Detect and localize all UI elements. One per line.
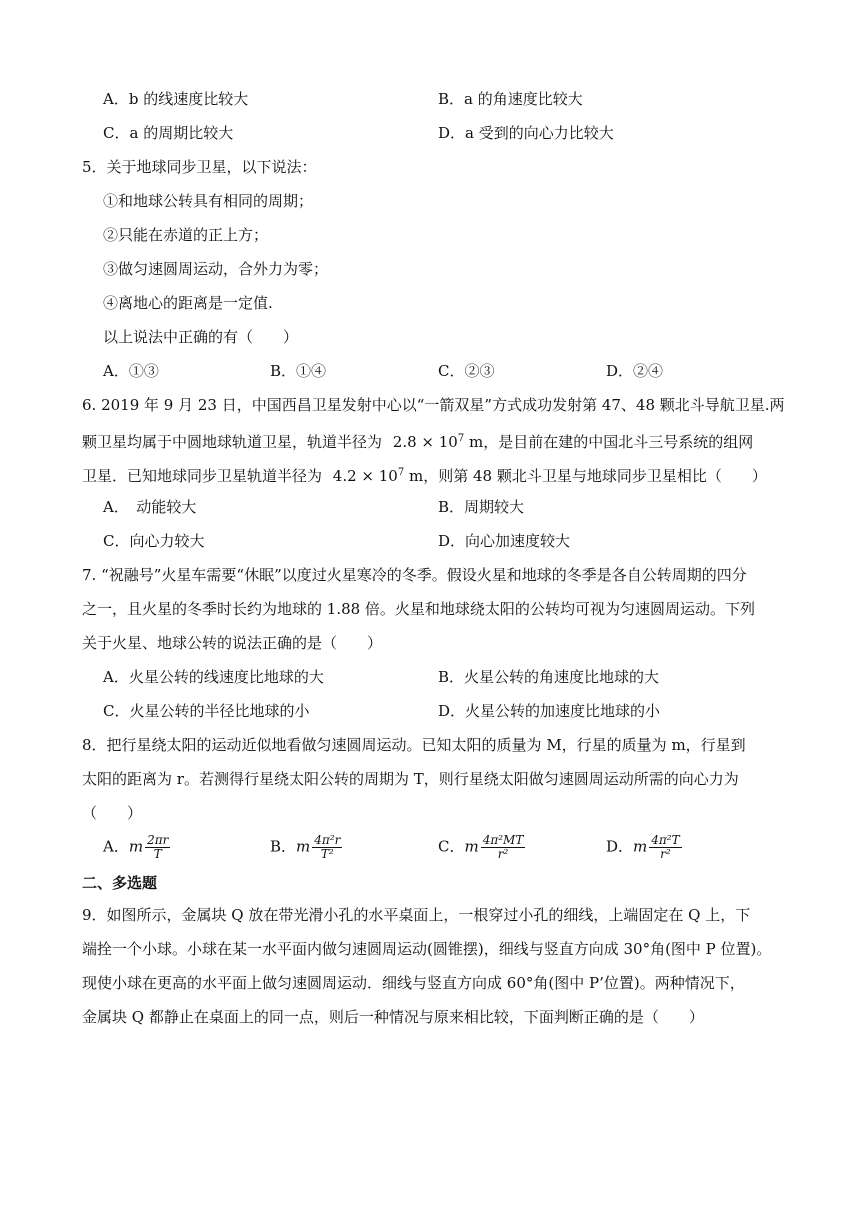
q7-line-1: 7. “祝融号”火星车需要“休眠”以度过火星寒冷的冬季。假设火星和地球的冬季是各自公转周期的四分 — [82, 566, 747, 584]
q9-line-4: 金属块 Q 都静止在桌面上的同一点，则后一种情况与原来相比较，下面判断正确的是（ ） — [82, 1008, 704, 1026]
q6-line-3-text-c: m，则第 48 颗北斗卫星与地球同步卫星相比（ ） — [409, 467, 767, 485]
q9-line-2: 端拴一个小球。小球在某一水平面内做匀速圆周运动(圆锥摆)，细线与竖直方向成 30°角(图中 P 位置)。 — [82, 940, 772, 958]
q5-ask: 以上说法中正确的有（ ） — [103, 328, 299, 346]
q9-line-3: 现使小球在更高的水平面上做匀速圆周运动．细线与竖直方向成 60°角(图中 P’位置)。两种情况下， — [82, 974, 745, 992]
q8-option-d: D．m $\frac{\text{4π²T}}{\text{r²}}$ — [606, 833, 680, 861]
q8-line-2: 太阳的距离为 r。若测得行星绕太阳公转的周期为 T，则行星绕太阳做匀速圆周运动所需的向心力为 — [82, 770, 739, 788]
q6-option-d: D．向心加速度较大 — [438, 532, 571, 550]
q6-radius-1: $2.8 \times 10^7$ — [392, 433, 465, 451]
q8-line-1: 8．把行星绕太阳的运动近似地看做匀速圆周运动。已知太阳的质量为 M，行星的质量为 m，行星到 — [82, 736, 746, 754]
q6-line-3 — [82, 463, 767, 486]
q8-line-3: （ ） — [82, 804, 143, 822]
q8-option-b-fraction: $\frac{\text{4π²r}}{\text{T²}}$ — [314, 833, 341, 861]
q7-option-d: D．火星公转的加速度比地球的小 — [438, 702, 661, 720]
q6-line-2 — [82, 429, 753, 452]
q5-option-d: D．②④ — [606, 362, 664, 380]
q4-option-b: B．a 的角速度比较大 — [438, 90, 583, 108]
q8-option-b: B．m $\frac{\text{4π²r}}{\text{T²}}$ — [270, 833, 341, 861]
q5-option-c: C．②③ — [438, 362, 495, 380]
q4-option-d: D．a 受到的向心力比较大 — [438, 124, 614, 142]
q6-line-3-text-a: 卫星．已知地球同步卫星轨道半径为 — [82, 467, 323, 485]
q7-option-c: C．火星公转的半径比地球的小 — [103, 702, 310, 720]
q7-line-2: 之一，且火星的冬季时长约为地球的 1.88 倍。火星和地球绕太阳的公转均可视为匀速圆周运动。下列 — [82, 600, 755, 618]
q6-radius-2: $4.2 \times 10^7$ — [332, 467, 405, 485]
q8-option-a-fraction: $\frac{2\pi r}{T}$ — [147, 833, 169, 861]
q4-option-c: C．a 的周期比较大 — [103, 124, 234, 142]
q9-line-1: 9．如图所示，金属块 Q 放在带光滑小孔的水平桌面上，一根穿过小孔的细线，上端固定在 Q 上，下 — [82, 906, 751, 924]
q8-option-c: C．m $\frac{\text{4π²MT}}{\text{r²}}$ — [438, 833, 524, 861]
q5-statement-4: ④离地心的距离是一定值. — [103, 294, 273, 312]
section-heading-multi-choice: 二、多选题 — [82, 874, 158, 892]
q6-option-c: C．向心力较大 — [103, 532, 205, 550]
q8-option-c-fraction: $\frac{\text{4π²MT}}{\text{r²}}$ — [482, 833, 524, 861]
q8-option-d-fraction: $\frac{\text{4π²T}}{\text{r²}}$ — [651, 833, 680, 861]
q5-stem: 5．关于地球同步卫星，以下说法： — [82, 158, 317, 176]
q6-line-2-text-a: 颗卫星均属于中圆地球轨道卫星，轨道半径为 — [82, 433, 383, 451]
q5-statement-2: ②只能在赤道的正上方； — [103, 226, 269, 244]
q5-option-b: B．①④ — [270, 362, 327, 380]
q6-line-2-text-c: m，是目前在建的中国北斗三号系统的组网 — [469, 433, 754, 451]
q6-option-a: A． 动能较大 — [103, 498, 197, 516]
q7-option-b: B．火星公转的角速度比地球的大 — [438, 668, 660, 686]
q5-statement-3: ③做匀速圆周运动，合外力为零； — [103, 260, 329, 278]
q5-option-a: A．①③ — [103, 362, 159, 380]
q4-option-a: A．b 的线速度比较大 — [103, 90, 249, 108]
q5-statement-1: ①和地球公转具有相同的周期； — [103, 192, 314, 210]
q7-line-3: 关于火星、地球公转的说法正确的是（ ） — [82, 634, 383, 652]
q6-option-b: B．周期较大 — [438, 498, 525, 516]
q7-option-a: A．火星公转的线速度比地球的大 — [103, 668, 324, 686]
q6-line-1: 6. 2019 年 9 月 23 日，中国西昌卫星发射中心以“一箭双星”方式成功发射第 47、48 颗北斗导航卫星.两 — [82, 396, 785, 414]
q8-option-a: A．m $\frac{2\pi r}{T}$ — [103, 833, 169, 861]
